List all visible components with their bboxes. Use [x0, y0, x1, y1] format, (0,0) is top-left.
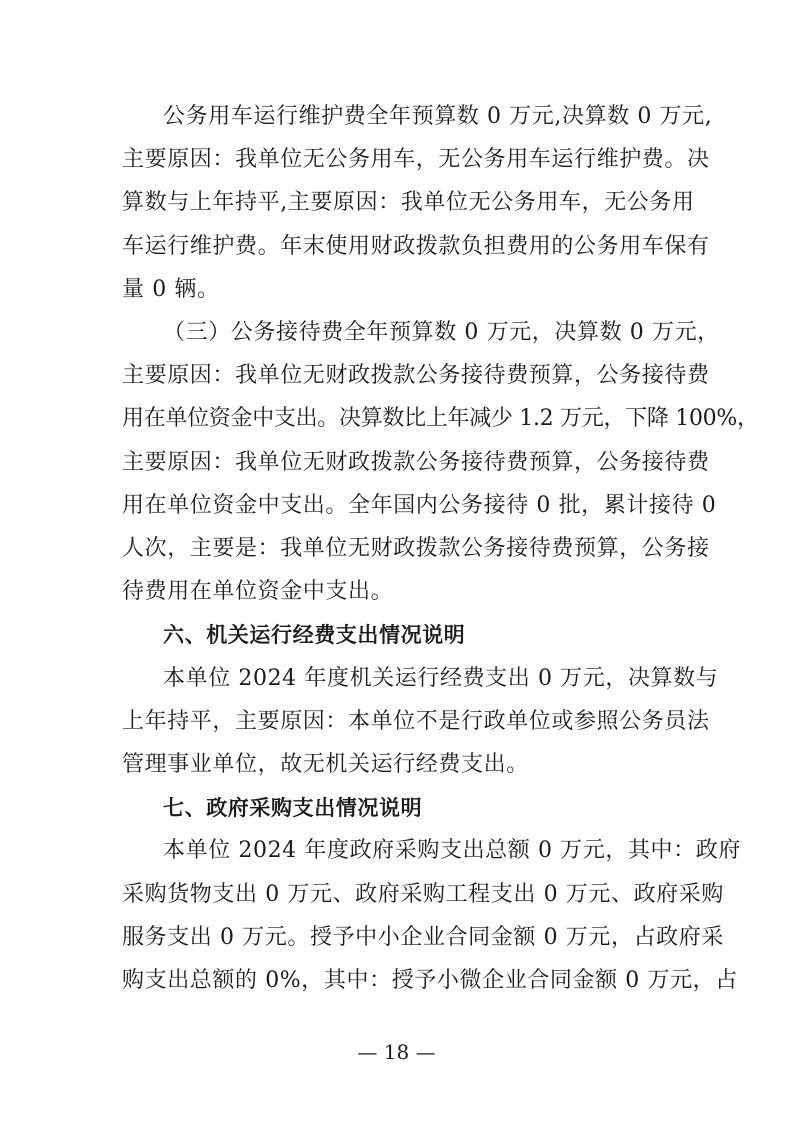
page-number: — 18 —: [357, 1040, 436, 1064]
paragraph-line: 本单位 2024 年度政府采购支出总额 0 万元，其中：政府: [163, 838, 741, 864]
paragraph-line: 公务用车运行维护费全年预算数 0 万元,决算数 0 万元,: [163, 104, 713, 129]
paragraph-line: 用在单位资金中支出。决算数比上年减少 1.2 万元，下降 100%，: [122, 406, 759, 432]
paragraph-line: 用在单位资金中支出。全年国内公务接待 0 批，累计接待 0: [122, 492, 717, 518]
paragraph-line: 购支出总额的 0%，其中：授予小微企业合同金额 0 万元，占: [122, 968, 738, 993]
paragraph-line: 主要原因：我单位无财政拨款公务接待费预算，公务接待费: [122, 449, 710, 475]
paragraph-line: 车运行维护费。年末使用财政拨款负担费用的公务用车保有: [122, 233, 710, 259]
paragraph-line: 采购货物支出 0 万元、政府采购工程支出 0 万元、政府采购: [122, 881, 724, 907]
paragraph-line: 上年持平，主要原因：本单位不是行政单位或参照公务员法: [122, 708, 710, 734]
paragraph-line: 管理事业单位，故无机关运行经费支出。: [122, 752, 529, 777]
paragraph-line: 本单位 2024 年度机关运行经费支出 0 万元，决算数与: [163, 665, 719, 691]
paragraph-line: 主要原因：我单位无财政拨款公务接待费预算，公务接待费: [122, 363, 710, 389]
paragraph-line: 主要原因：我单位无公务用车，无公务用车运行维护费。决: [122, 147, 710, 173]
paragraph-line: 人次，主要是：我单位无财政拨款公务接待费预算，公务接: [122, 536, 710, 561]
paragraph-line: （三）公务接待费全年预算数 0 万元，决算数 0 万元，: [163, 320, 720, 345]
paragraph-line: 服务支出 0 万元。授予中小企业合同金额 0 万元，占政府采: [122, 924, 724, 950]
section-heading: 七、政府采购支出情况说明: [163, 796, 423, 821]
paragraph-line: 待费用在单位资金中支出。: [122, 579, 394, 605]
paragraph-line: 量 0 辆。: [122, 276, 220, 302]
paragraph-line: 算数与上年持平,主要原因：我单位无公务用车，无公务用: [122, 190, 695, 216]
section-heading: 六、机关运行经费支出情况说明: [163, 623, 466, 648]
